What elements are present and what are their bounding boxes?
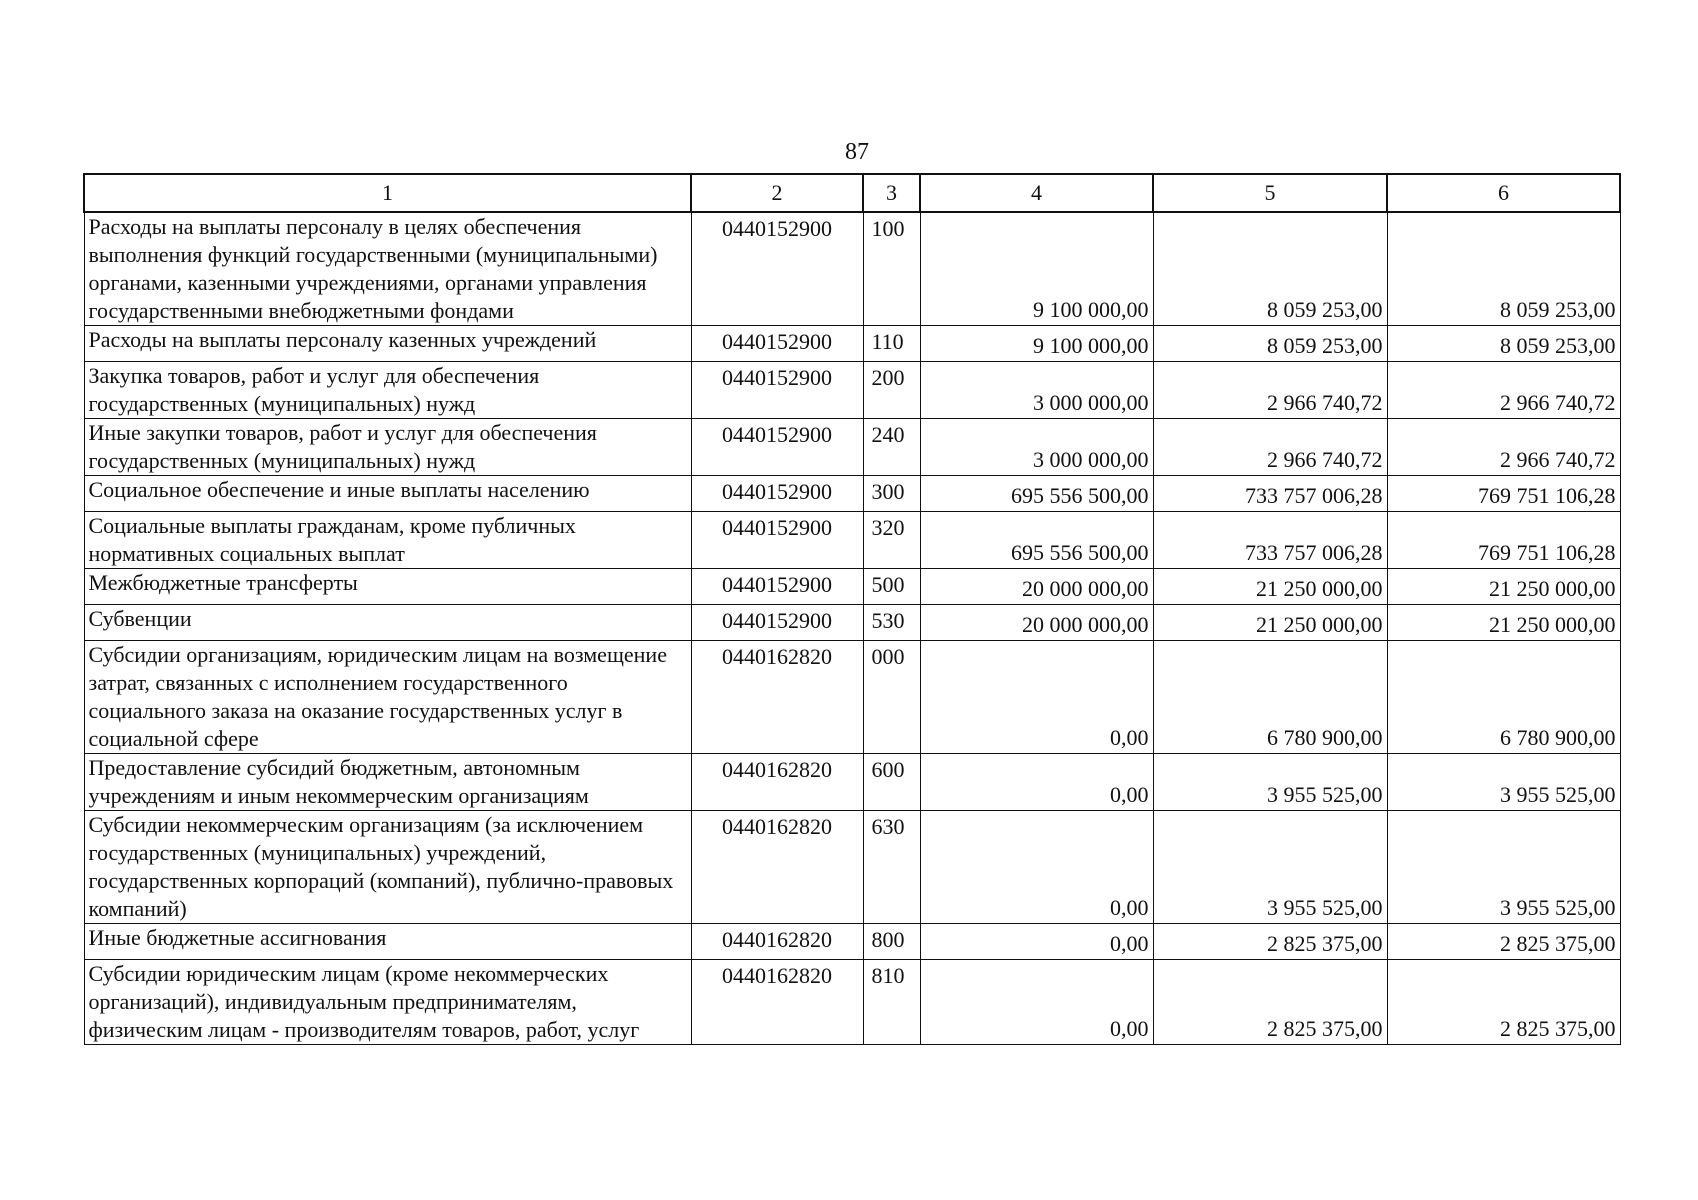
row-amount-col-4: 0,00 xyxy=(920,811,1153,924)
row-target-code: 0440152900 xyxy=(691,212,863,326)
row-amount-col-6: 769 751 106,28 xyxy=(1387,476,1620,512)
row-amount-col-5: 2 825 375,00 xyxy=(1153,960,1387,1045)
table-row xyxy=(84,512,1620,569)
row-amount-col-6: 2 825 375,00 xyxy=(1387,924,1620,960)
table-row xyxy=(84,362,1620,419)
row-target-code: 0440152900 xyxy=(691,569,863,605)
row-target-code: 0440152900 xyxy=(691,326,863,362)
row-target-code: 0440152900 xyxy=(691,512,863,569)
row-expense-type: 810 xyxy=(863,960,920,1045)
row-amount-col-4: 20 000 000,00 xyxy=(920,605,1153,641)
table-row xyxy=(84,212,1620,326)
header-row xyxy=(84,174,1620,212)
row-amount-col-5: 3 955 525,00 xyxy=(1153,811,1387,924)
header-col-3: 3 xyxy=(863,174,920,212)
table-row xyxy=(84,960,1620,1045)
row-name: Иные бюджетные ассигнования xyxy=(84,924,691,960)
row-expense-type: 240 xyxy=(863,419,920,476)
row-name: Предоставление субсидий бюджетным, автономным учреждениям и иным некоммерческим организациям xyxy=(84,754,691,811)
header-col-2: 2 xyxy=(691,174,863,212)
table-row xyxy=(84,326,1620,362)
row-amount-col-5: 2 966 740,72 xyxy=(1153,362,1387,419)
row-amount-col-4: 0,00 xyxy=(920,641,1153,754)
row-name: Закупка товаров, работ и услуг для обеспечения государственных (муниципальных) нужд xyxy=(84,362,691,419)
row-name: Иные закупки товаров, работ и услуг для обеспечения государственных (муниципальных) нужд xyxy=(84,419,691,476)
row-name: Расходы на выплаты персоналу казенных учреждений xyxy=(84,326,691,362)
row-amount-col-6: 6 780 900,00 xyxy=(1387,641,1620,754)
row-amount-col-4: 0,00 xyxy=(920,754,1153,811)
row-amount-col-4: 695 556 500,00 xyxy=(920,476,1153,512)
row-target-code: 0440162820 xyxy=(691,754,863,811)
row-target-code: 0440162820 xyxy=(691,960,863,1045)
row-name: Субсидии организациям, юридическим лицам на возмещение затрат, связанных с исполнением государственного социального заказа на оказание государственных услуг в социальной сфере xyxy=(84,641,691,754)
row-target-code: 0440152900 xyxy=(691,362,863,419)
row-target-code: 0440152900 xyxy=(691,476,863,512)
row-target-code: 0440162820 xyxy=(691,924,863,960)
row-amount-col-5: 8 059 253,00 xyxy=(1153,326,1387,362)
row-amount-col-4: 0,00 xyxy=(920,960,1153,1045)
row-expense-type: 300 xyxy=(863,476,920,512)
row-amount-col-6: 8 059 253,00 xyxy=(1387,326,1620,362)
row-expense-type: 800 xyxy=(863,924,920,960)
row-amount-col-4: 3 000 000,00 xyxy=(920,419,1153,476)
row-expense-type: 630 xyxy=(863,811,920,924)
row-amount-col-5: 8 059 253,00 xyxy=(1153,212,1387,326)
row-name: Социальные выплаты гражданам, кроме публичных нормативных социальных выплат xyxy=(84,512,691,569)
row-amount-col-6: 8 059 253,00 xyxy=(1387,212,1620,326)
row-amount-col-5: 21 250 000,00 xyxy=(1153,605,1387,641)
row-amount-col-4: 3 000 000,00 xyxy=(920,362,1153,419)
row-amount-col-4: 0,00 xyxy=(920,924,1153,960)
row-amount-col-5: 2 966 740,72 xyxy=(1153,419,1387,476)
row-expense-type: 100 xyxy=(863,212,920,326)
row-target-code: 0440152900 xyxy=(691,419,863,476)
row-amount-col-5: 2 825 375,00 xyxy=(1153,924,1387,960)
budget-table xyxy=(83,173,1621,1045)
row-name: Межбюджетные трансферты xyxy=(84,569,691,605)
row-name: Социальное обеспечение и иные выплаты населению xyxy=(84,476,691,512)
table-row xyxy=(84,641,1620,754)
header-col-6: 6 xyxy=(1387,174,1620,212)
row-expense-type: 320 xyxy=(863,512,920,569)
row-expense-type: 600 xyxy=(863,754,920,811)
row-amount-col-6: 21 250 000,00 xyxy=(1387,605,1620,641)
row-amount-col-4: 695 556 500,00 xyxy=(920,512,1153,569)
row-name: Субсидии некоммерческим организациям (за исключением государственных (муниципальных) учреждений, государственных корпораций (компаний), публично-правовых компаний) xyxy=(84,811,691,924)
row-expense-type: 110 xyxy=(863,326,920,362)
row-amount-col-5: 733 757 006,28 xyxy=(1153,476,1387,512)
row-name: Субвенции xyxy=(84,605,691,641)
header-col-4: 4 xyxy=(920,174,1153,212)
table-row xyxy=(84,419,1620,476)
table-body xyxy=(84,212,1620,1045)
row-amount-col-6: 769 751 106,28 xyxy=(1387,512,1620,569)
row-amount-col-6: 2 966 740,72 xyxy=(1387,362,1620,419)
page-number: 87 xyxy=(845,139,869,165)
table-row xyxy=(84,605,1620,641)
table-header xyxy=(84,174,1620,212)
row-amount-col-6: 2 825 375,00 xyxy=(1387,960,1620,1045)
row-expense-type: 530 xyxy=(863,605,920,641)
row-amount-col-4: 9 100 000,00 xyxy=(920,212,1153,326)
table-row xyxy=(84,754,1620,811)
row-amount-col-5: 733 757 006,28 xyxy=(1153,512,1387,569)
row-amount-col-6: 3 955 525,00 xyxy=(1387,754,1620,811)
table-row xyxy=(84,924,1620,960)
row-amount-col-6: 2 966 740,72 xyxy=(1387,419,1620,476)
row-name: Расходы на выплаты персоналу в целях обеспечения выполнения функций государственными (муниципальными) органами, казенными учреждениями, органами управления государственными внебюджетными фондами xyxy=(84,212,691,326)
row-amount-col-5: 21 250 000,00 xyxy=(1153,569,1387,605)
row-name: Субсидии юридическим лицам (кроме некоммерческих организаций), индивидуальным предпринимателям, физическим лицам - производителям товаров, работ, услуг xyxy=(84,960,691,1045)
header-col-5: 5 xyxy=(1153,174,1387,212)
row-amount-col-6: 21 250 000,00 xyxy=(1387,569,1620,605)
row-expense-type: 200 xyxy=(863,362,920,419)
row-amount-col-6: 3 955 525,00 xyxy=(1387,811,1620,924)
row-target-code: 0440162820 xyxy=(691,811,863,924)
row-expense-type: 500 xyxy=(863,569,920,605)
table-row xyxy=(84,811,1620,924)
row-expense-type: 000 xyxy=(863,641,920,754)
header-col-1: 1 xyxy=(84,174,691,212)
row-target-code: 0440162820 xyxy=(691,641,863,754)
row-amount-col-5: 3 955 525,00 xyxy=(1153,754,1387,811)
table-row xyxy=(84,476,1620,512)
table-row xyxy=(84,569,1620,605)
row-target-code: 0440152900 xyxy=(691,605,863,641)
row-amount-col-4: 20 000 000,00 xyxy=(920,569,1153,605)
row-amount-col-5: 6 780 900,00 xyxy=(1153,641,1387,754)
row-amount-col-4: 9 100 000,00 xyxy=(920,326,1153,362)
